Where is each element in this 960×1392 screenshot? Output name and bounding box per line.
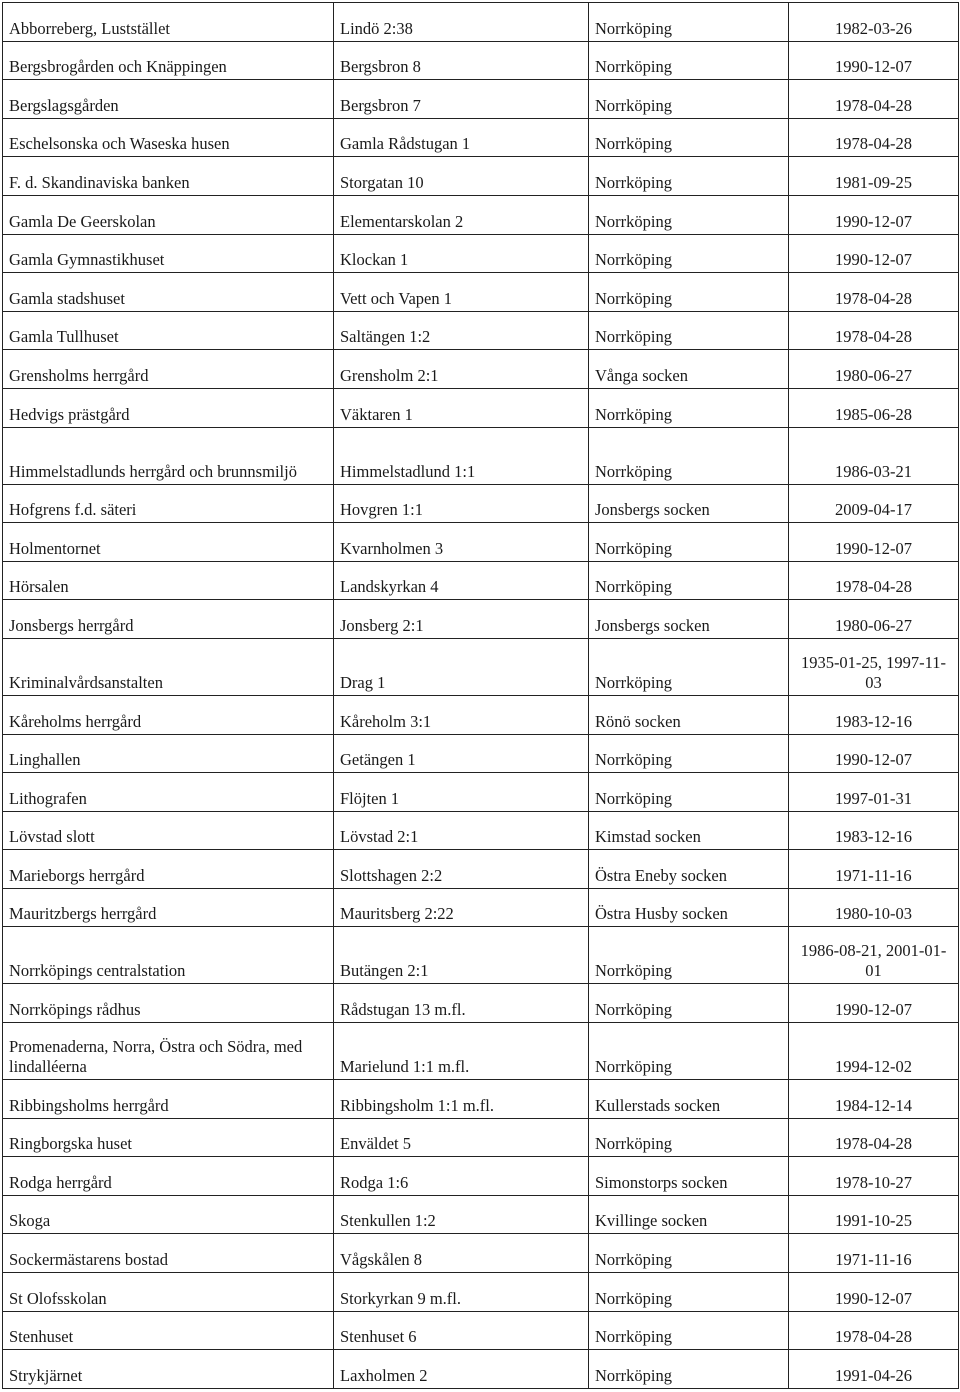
property-designation-cell: Stenkullen 1:2 <box>334 1195 589 1234</box>
building-name-cell: Bergslagsgården <box>3 80 334 119</box>
decision-date-cell: 1990-12-07 <box>789 234 959 273</box>
table-row <box>3 888 959 927</box>
property-designation-cell: Ribbingsholm 1:1 m.fl. <box>334 1080 589 1119</box>
decision-date-cell: 1986-08-21, 2001-01-01 <box>789 927 959 984</box>
decision-date-cell: 1994-12-02 <box>789 1023 959 1080</box>
property-designation-cell: Marielund 1:1 m.fl. <box>334 1023 589 1080</box>
building-name-cell: Stenhuset <box>3 1311 334 1350</box>
property-designation-cell: Storgatan 10 <box>334 157 589 196</box>
building-name-cell: Bergsbrogården och Knäppingen <box>3 41 334 80</box>
table-row <box>3 695 959 734</box>
location-cell: Jonsbergs socken <box>589 484 789 523</box>
location-cell: Norrköping <box>589 773 789 812</box>
building-name-cell: Lövstad slott <box>3 811 334 850</box>
decision-date-cell: 1978-04-28 <box>789 1118 959 1157</box>
decision-date-cell: 1980-10-03 <box>789 888 959 927</box>
property-designation-cell: Kåreholm 3:1 <box>334 695 589 734</box>
building-name-cell: Eschelsonska och Waseska husen <box>3 118 334 157</box>
building-name-cell: Kriminalvårdsanstalten <box>3 638 334 695</box>
property-designation-cell: Mauritsberg 2:22 <box>334 888 589 927</box>
table-row <box>3 773 959 812</box>
table-row <box>3 427 959 484</box>
decision-date-cell: 1991-10-25 <box>789 1195 959 1234</box>
property-designation-cell: Kvarnholmen 3 <box>334 523 589 562</box>
location-cell: Östra Eneby socken <box>589 850 789 889</box>
location-cell: Kimstad socken <box>589 811 789 850</box>
building-name-cell: Mauritzbergs herrgård <box>3 888 334 927</box>
decision-date-cell: 1935-01-25, 1997-11-03 <box>789 638 959 695</box>
building-name-cell: Kåreholms herrgård <box>3 695 334 734</box>
table-row <box>3 1273 959 1312</box>
location-cell: Vånga socken <box>589 350 789 389</box>
building-name-cell: Sockermästarens bostad <box>3 1234 334 1273</box>
building-name-cell: Ribbingsholms herrgård <box>3 1080 334 1119</box>
table-row <box>3 3 959 42</box>
location-cell: Norrköping <box>589 1023 789 1080</box>
decision-date-cell: 1978-04-28 <box>789 80 959 119</box>
decision-date-cell: 1990-12-07 <box>789 984 959 1023</box>
heritage-buildings-table-container <box>2 2 958 1389</box>
property-designation-cell: Vett och Vapen 1 <box>334 273 589 312</box>
building-name-cell: Lithografen <box>3 773 334 812</box>
decision-date-cell: 1978-04-28 <box>789 561 959 600</box>
location-cell: Norrköping <box>589 734 789 773</box>
decision-date-cell: 1978-04-28 <box>789 118 959 157</box>
decision-date-cell: 1997-01-31 <box>789 773 959 812</box>
property-designation-cell: Väktaren 1 <box>334 388 589 427</box>
building-name-cell: Hofgrens f.d. säteri <box>3 484 334 523</box>
decision-date-cell: 1986-03-21 <box>789 427 959 484</box>
location-cell: Norrköping <box>589 523 789 562</box>
building-name-cell: Norrköpings rådhus <box>3 984 334 1023</box>
building-name-cell: Hedvigs prästgård <box>3 388 334 427</box>
table-body <box>3 3 959 1389</box>
table-row <box>3 311 959 350</box>
property-designation-cell: Saltängen 1:2 <box>334 311 589 350</box>
table-row <box>3 850 959 889</box>
building-name-cell: F. d. Skandinaviska banken <box>3 157 334 196</box>
location-cell: Norrköping <box>589 1234 789 1273</box>
location-cell: Kullerstads socken <box>589 1080 789 1119</box>
decision-date-cell: 1978-04-28 <box>789 311 959 350</box>
decision-date-cell: 1971-11-16 <box>789 850 959 889</box>
decision-date-cell: 1978-10-27 <box>789 1157 959 1196</box>
table-row <box>3 195 959 234</box>
decision-date-cell: 1980-06-27 <box>789 350 959 389</box>
decision-date-cell: 1990-12-07 <box>789 41 959 80</box>
location-cell: Jonsbergs socken <box>589 600 789 639</box>
building-name-cell: Ringborgska huset <box>3 1118 334 1157</box>
decision-date-cell: 1981-09-25 <box>789 157 959 196</box>
table-row <box>3 234 959 273</box>
building-name-cell: Gamla Gymnastikhuset <box>3 234 334 273</box>
decision-date-cell: 1990-12-07 <box>789 195 959 234</box>
heritage-buildings-table <box>2 2 959 1389</box>
table-row <box>3 1234 959 1273</box>
property-designation-cell: Gamla Rådstugan 1 <box>334 118 589 157</box>
building-name-cell: Marieborgs herrgård <box>3 850 334 889</box>
property-designation-cell: Vågskålen 8 <box>334 1234 589 1273</box>
location-cell: Norrköping <box>589 80 789 119</box>
building-name-cell: St Olofsskolan <box>3 1273 334 1312</box>
table-row <box>3 484 959 523</box>
location-cell: Norrköping <box>589 273 789 312</box>
table-row <box>3 734 959 773</box>
table-row <box>3 1157 959 1196</box>
property-designation-cell: Drag 1 <box>334 638 589 695</box>
location-cell: Norrköping <box>589 3 789 42</box>
decision-date-cell: 1980-06-27 <box>789 600 959 639</box>
decision-date-cell: 1978-04-28 <box>789 1311 959 1350</box>
decision-date-cell: 1984-12-14 <box>789 1080 959 1119</box>
decision-date-cell: 1978-04-28 <box>789 273 959 312</box>
property-designation-cell: Elementarskolan 2 <box>334 195 589 234</box>
property-designation-cell: Stenhuset 6 <box>334 1311 589 1350</box>
property-designation-cell: Rodga 1:6 <box>334 1157 589 1196</box>
location-cell: Simonstorps socken <box>589 1157 789 1196</box>
building-name-cell: Holmentornet <box>3 523 334 562</box>
property-designation-cell: Enväldet 5 <box>334 1118 589 1157</box>
property-designation-cell: Bergsbron 8 <box>334 41 589 80</box>
property-designation-cell: Getängen 1 <box>334 734 589 773</box>
location-cell: Norrköping <box>589 427 789 484</box>
property-designation-cell: Landskyrkan 4 <box>334 561 589 600</box>
building-name-cell: Promenaderna, Norra, Östra och Södra, med lindalléerna <box>3 1023 334 1080</box>
decision-date-cell: 1985-06-28 <box>789 388 959 427</box>
location-cell: Norrköping <box>589 927 789 984</box>
decision-date-cell: 1971-11-16 <box>789 1234 959 1273</box>
decision-date-cell: 1983-12-16 <box>789 695 959 734</box>
building-name-cell: Grensholms herrgård <box>3 350 334 389</box>
location-cell: Norrköping <box>589 311 789 350</box>
building-name-cell: Gamla Tullhuset <box>3 311 334 350</box>
property-designation-cell: Bergsbron 7 <box>334 80 589 119</box>
table-row <box>3 80 959 119</box>
table-row <box>3 638 959 695</box>
location-cell: Norrköping <box>589 1118 789 1157</box>
table-row <box>3 273 959 312</box>
table-row <box>3 811 959 850</box>
location-cell: Norrköping <box>589 195 789 234</box>
location-cell: Norrköping <box>589 1350 789 1389</box>
location-cell: Östra Husby socken <box>589 888 789 927</box>
building-name-cell: Rodga herrgård <box>3 1157 334 1196</box>
location-cell: Norrköping <box>589 1273 789 1312</box>
building-name-cell: Strykjärnet <box>3 1350 334 1389</box>
location-cell: Norrköping <box>589 388 789 427</box>
building-name-cell: Jonsbergs herrgård <box>3 600 334 639</box>
table-row <box>3 927 959 984</box>
property-designation-cell: Hovgren 1:1 <box>334 484 589 523</box>
table-row <box>3 1311 959 1350</box>
table-row <box>3 41 959 80</box>
decision-date-cell: 1990-12-07 <box>789 523 959 562</box>
property-designation-cell: Butängen 2:1 <box>334 927 589 984</box>
decision-date-cell: 2009-04-17 <box>789 484 959 523</box>
property-designation-cell: Laxholmen 2 <box>334 1350 589 1389</box>
building-name-cell: Gamla De Geerskolan <box>3 195 334 234</box>
table-row <box>3 561 959 600</box>
location-cell: Kvillinge socken <box>589 1195 789 1234</box>
building-name-cell: Abborreberg, Luststället <box>3 3 334 42</box>
table-row <box>3 157 959 196</box>
table-row <box>3 600 959 639</box>
decision-date-cell: 1990-12-07 <box>789 734 959 773</box>
location-cell: Norrköping <box>589 234 789 273</box>
decision-date-cell: 1983-12-16 <box>789 811 959 850</box>
property-designation-cell: Lindö 2:38 <box>334 3 589 42</box>
location-cell: Norrköping <box>589 984 789 1023</box>
property-designation-cell: Lövstad 2:1 <box>334 811 589 850</box>
building-name-cell: Norrköpings centralstation <box>3 927 334 984</box>
location-cell: Norrköping <box>589 638 789 695</box>
property-designation-cell: Himmelstadlund 1:1 <box>334 427 589 484</box>
location-cell: Rönö socken <box>589 695 789 734</box>
decision-date-cell: 1991-04-26 <box>789 1350 959 1389</box>
building-name-cell: Hörsalen <box>3 561 334 600</box>
table-row <box>3 118 959 157</box>
location-cell: Norrköping <box>589 157 789 196</box>
location-cell: Norrköping <box>589 41 789 80</box>
location-cell: Norrköping <box>589 118 789 157</box>
table-row <box>3 1350 959 1389</box>
property-designation-cell: Rådstugan 13 m.fl. <box>334 984 589 1023</box>
building-name-cell: Skoga <box>3 1195 334 1234</box>
building-name-cell: Himmelstadlunds herrgård och brunnsmiljö <box>3 427 334 484</box>
location-cell: Norrköping <box>589 561 789 600</box>
table-row <box>3 1080 959 1119</box>
property-designation-cell: Jonsberg 2:1 <box>334 600 589 639</box>
property-designation-cell: Slottshagen 2:2 <box>334 850 589 889</box>
decision-date-cell: 1990-12-07 <box>789 1273 959 1312</box>
table-row <box>3 1195 959 1234</box>
table-row <box>3 350 959 389</box>
location-cell: Norrköping <box>589 1311 789 1350</box>
building-name-cell: Linghallen <box>3 734 334 773</box>
property-designation-cell: Storkyrkan 9 m.fl. <box>334 1273 589 1312</box>
table-row <box>3 1023 959 1080</box>
property-designation-cell: Flöjten 1 <box>334 773 589 812</box>
table-row <box>3 984 959 1023</box>
table-row <box>3 523 959 562</box>
decision-date-cell: 1982-03-26 <box>789 3 959 42</box>
table-row <box>3 388 959 427</box>
table-row <box>3 1118 959 1157</box>
property-designation-cell: Grensholm 2:1 <box>334 350 589 389</box>
property-designation-cell: Klockan 1 <box>334 234 589 273</box>
building-name-cell: Gamla stadshuset <box>3 273 334 312</box>
